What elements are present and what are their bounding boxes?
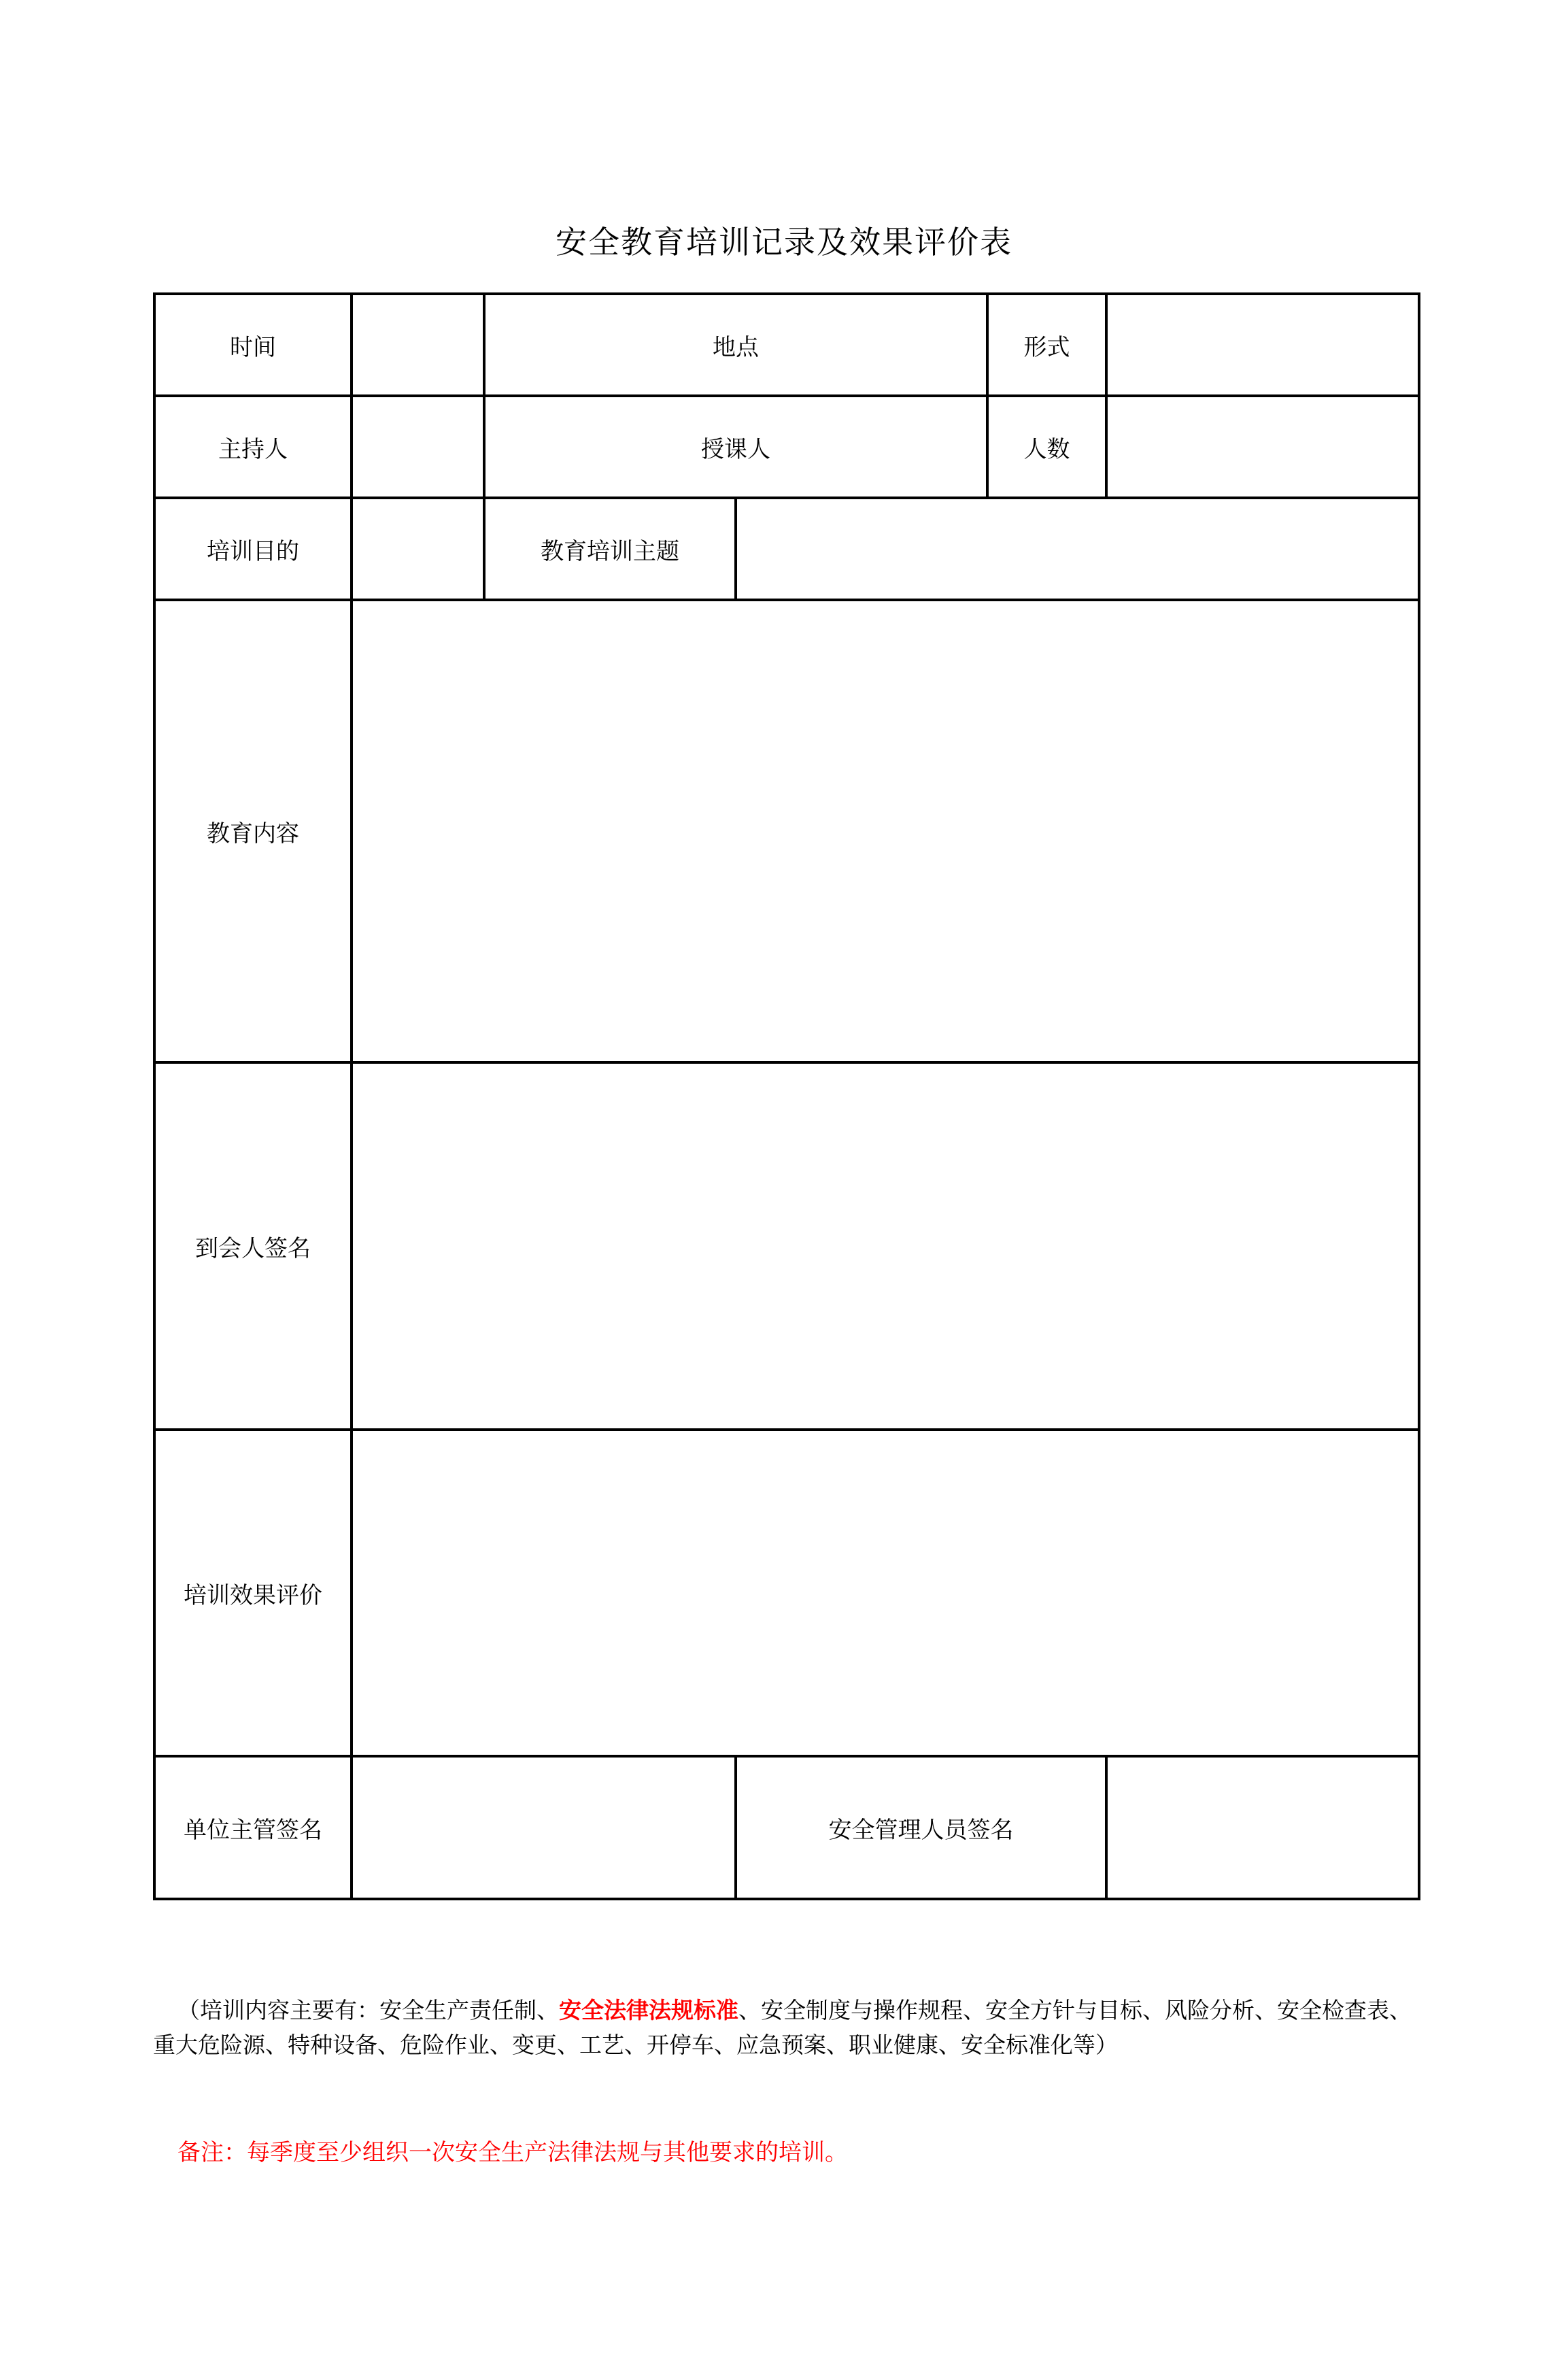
table-row <box>154 498 1419 600</box>
notes-block <box>153 1993 1425 2062</box>
field-safety-officer-signature[interactable] <box>1106 1756 1419 1899</box>
label-count: 人数 <box>987 396 1106 498</box>
field-count[interactable] <box>1106 396 1419 498</box>
label-effect-evaluation: 培训效果评价 <box>154 1430 352 1756</box>
notes-text-part1: （培训内容主要有：安全生产责任制、 <box>177 1998 559 2023</box>
label-host: 主持人 <box>154 396 352 498</box>
training-record-table <box>153 292 1420 1900</box>
label-safety-officer-signature: 安全管理人员签名 <box>736 1756 1106 1899</box>
field-effect-evaluation[interactable] <box>352 1430 1419 1756</box>
label-topic: 教育培训主题 <box>484 498 736 600</box>
page-title: 安全教育培训记录及效果评价表 <box>556 224 1012 260</box>
table-row <box>154 294 1419 396</box>
field-attendee-signatures[interactable] <box>352 1062 1419 1430</box>
notes-highlight: 安全法律法规标准 <box>559 1998 738 2023</box>
label-education-content: 教育内容 <box>154 600 352 1062</box>
label-lecturer: 授课人 <box>484 396 987 498</box>
table-row <box>154 1062 1419 1430</box>
field-unit-manager-signature[interactable] <box>352 1756 736 1899</box>
label-attendee-signatures: 到会人签名 <box>154 1062 352 1430</box>
field-form[interactable] <box>1106 294 1419 396</box>
label-place: 地点 <box>484 294 987 396</box>
remark-text: 备注：每季度至少组织一次安全生产法律法规与其他要求的培训。 <box>177 2140 848 2166</box>
label-purpose: 培训目的 <box>154 498 352 600</box>
table-row <box>154 396 1419 498</box>
table-row <box>154 1756 1419 1899</box>
field-purpose[interactable] <box>352 498 484 600</box>
table-row <box>154 1430 1419 1756</box>
label-unit-manager-signature: 单位主管签名 <box>154 1756 352 1899</box>
label-form: 形式 <box>987 294 1106 396</box>
field-time[interactable] <box>352 294 484 396</box>
field-topic[interactable] <box>736 498 1419 600</box>
label-time: 时间 <box>154 294 352 396</box>
field-host[interactable] <box>352 396 484 498</box>
field-education-content[interactable] <box>352 600 1419 1062</box>
notes-text-part2: 、安全制度与操作规程、安全方针与目标、风险分析、安全检查表、重大危险源、特种设备、危险作业、变更、工艺、开停车、应急预案、职业健康、安全标准化等） <box>153 1998 1412 2058</box>
table-row <box>154 600 1419 1062</box>
